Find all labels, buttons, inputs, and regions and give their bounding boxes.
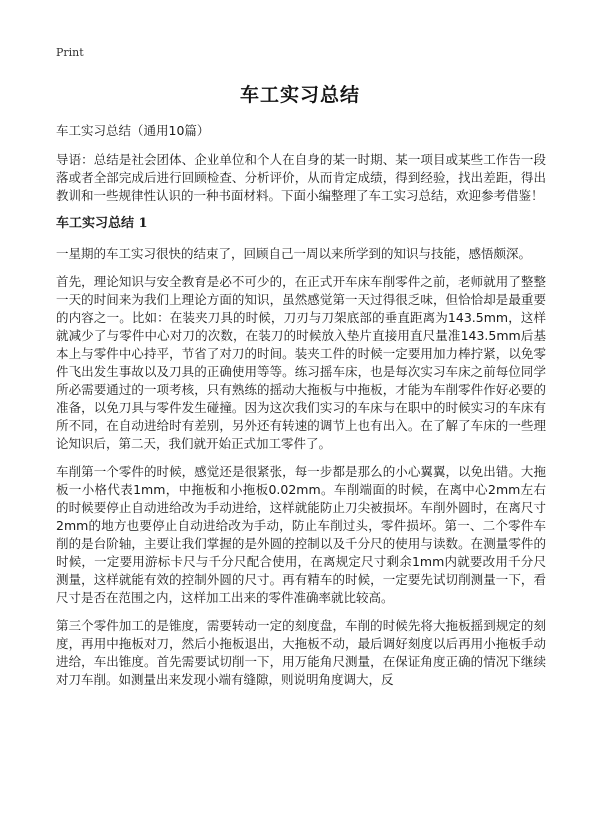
body-paragraph-1: 一星期的车工实习很快的结束了，回顾自己一周以来所学到的知识与技能，感悟颇深。 xyxy=(56,246,532,261)
body-paragraph-2: 首先，理论知识与安全教育是必不可少的，在正式开车床车削零件之前，老师就用了整整一天的时间来为我们上理论方面的知识，虽然感觉第一天过得很乏味，但恰恰却是最重要的内容之一。比如：在装夹刀具的时候，刀刃与刀架底部的垂直距离为143.5mm，这样就减少了与零件中心对刀的次数，在装刀的时候放入垫片直接用直尺量准143.5mm后基本上与零件中心持平，节省了对刀的时间。装夹工件的时候一定要用加力棒拧紧，以免零件飞出发生事故以及刀具的正确使用等等。练习摇车床，也是每次实习车床之前每位同学所必需要通过的一项考核，只有熟练的摇动大拖板与中拖板，才能为车削零件作好必要的准备，以免刀具与零件发生碰撞。因为这次我们实习的车床与在职中的时候实习的车床有所不同，在自动进给时有差别，另外还有转速的调节上也有出入。在了解了车床的一些理论知识后，第二天，我们就开始正式加工零件了。 xyxy=(56,274,546,451)
document-subtitle: 车工实习总结（通用10篇） xyxy=(56,123,210,138)
document-body xyxy=(56,122,546,699)
print-label[interactable]: Print xyxy=(56,46,84,59)
section-heading: 车工实习总结 1 xyxy=(56,216,148,231)
body-paragraph-3: 车削第一个零件的时候，感觉还是很紧张，每一步都是那么的小心翼翼，以免出错。大拖板一小格代表1mm，中拖板和小拖板0.02mm。车削端面的时候，在离中心2mm左右的时候要停止自动进给改为手动进给，这样就能防止刀尖被损坏。车削外圆时，在离尺寸2mm的地方也要停止自动进给改为手动，防止车削过头，零件损坏。第一、二个零件车削的是台阶轴，主要让我们掌握的是外圆的控制以及千分尺的使用与读数。在测量零件的时候，一定要用游标卡尺与千分尺配合使用，在离规定尺寸剩余1mm内就要改用千分尺测量，这样就能有效的控制外圆的尺寸。再有精车的时候，一定要先试切削测量一下，看尺寸是否在范围之内，这样加工出来的零件准确率就比较高。 xyxy=(56,464,546,605)
intro-paragraph: 导语：总结是社会团体、企业单位和个人在自身的某一时期、某一项目或某些工作告一段落或者全部完成后进行回顾检查、分析评价，从而肯定成绩，得到经验，找出差距，得出教训和一些规律性认识的一种书面材料。下面小编整理了车工实习总结，欢迎参考借鉴！ xyxy=(56,152,546,203)
body-paragraph-4: 第三个零件加工的是锥度，需要转动一定的刻度盘，车削的时候先将大拖板摇到规定的刻度，再用中拖板对刀，然后小拖板退出，大拖板不动，最后调好刻度以后再用小拖板手动进给，车出锥度。首先需要试切削一下，用万能角尺测量，在保证角度正确的情况下继续对刀车削。如测量出来发现小端有缝隙，则说明角度调大，反 xyxy=(56,618,546,687)
page-title: 车工实习总结 xyxy=(239,84,360,106)
